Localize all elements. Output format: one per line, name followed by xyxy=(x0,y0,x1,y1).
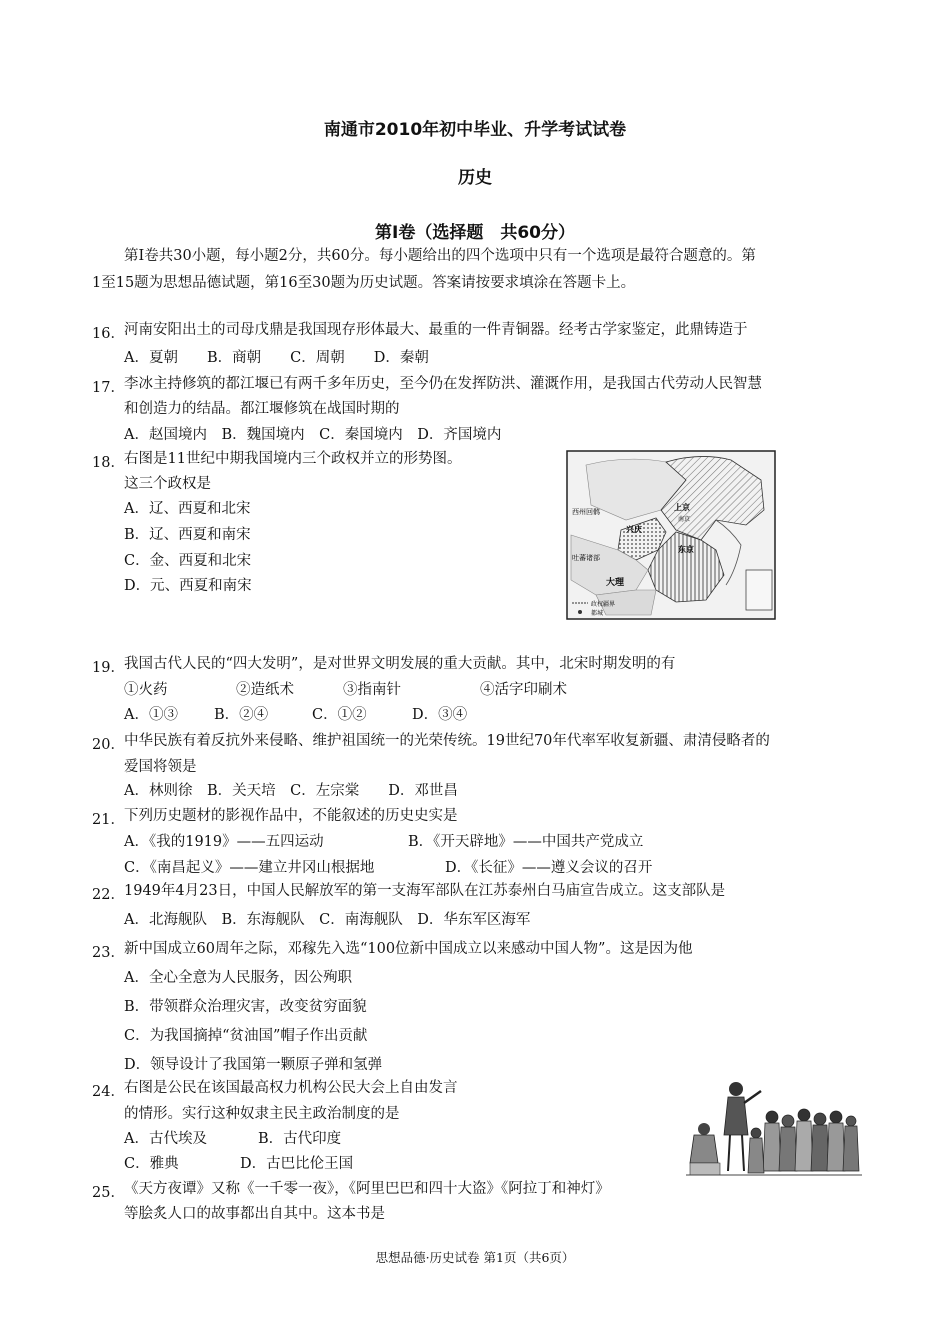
question-stem: 李冰主持修筑的都江堰已有两千多年历史，至今仍在发挥防洪、灌溉作用，是我国古代劳动人民智慧 xyxy=(124,376,762,392)
option-c: C．①② xyxy=(312,707,367,723)
map-label-shangjing: 上京 xyxy=(674,503,690,512)
subject-title: 历史 xyxy=(458,168,492,188)
option-b: B．带领群众治理灾害，改变贫穷面貌 xyxy=(124,999,367,1015)
section-title: 第Ⅰ卷（选择题 共60分） xyxy=(375,223,575,243)
option-a: A．全心全意为人民服务，因公殉职 xyxy=(124,970,352,986)
map-label-dali: 大理 xyxy=(606,578,625,588)
option-b: B．古代印度 xyxy=(258,1131,342,1147)
instructions-line2: 1至15题为思想品德试题，第16至30题为历史试题。答案请按要求填涂在答题卡上。 xyxy=(92,275,636,291)
option-a: A．①③ xyxy=(124,707,178,723)
question-stem: 右图是公民在该国最高权力机构公民大会上自由发言 xyxy=(124,1080,458,1096)
option-d: D．《长征》——遵义会议的召开 xyxy=(445,860,653,876)
instructions-line1: 第Ⅰ卷共30小题，每小题2分，共60分。每小题给出的四个选项中只有一个选项是最符合题意的。第 xyxy=(124,248,756,264)
question-stem: 这三个政权是 xyxy=(124,476,211,492)
option-c: C．雅典 xyxy=(124,1156,179,1172)
question-options: A．林则徐 B．关天培 C．左宗棠 D．邓世昌 xyxy=(124,783,458,799)
question-number: 20． xyxy=(92,737,125,753)
question-number: 17． xyxy=(92,380,125,396)
question-stem: 右图是11世纪中期我国境内三个政权并立的形势图。 xyxy=(124,451,462,467)
question-stem: 的情形。实行这种奴隶主民主政治制度的是 xyxy=(124,1106,400,1122)
question-number: 21． xyxy=(92,812,125,828)
option-d: D．古巴比伦王国 xyxy=(240,1156,354,1172)
question-stem: 我国古代人民的“四大发明”，是对世界文明发展的重大贡献。其中，北宋时期发明的有 xyxy=(124,656,676,672)
option-b: B．辽、西夏和南宋 xyxy=(124,527,251,543)
option-d: D．③④ xyxy=(412,707,468,723)
option-d: D．领导设计了我国第一颗原子弹和氢弹 xyxy=(124,1057,383,1073)
option-a: A．辽、西夏和北宋 xyxy=(124,501,251,517)
question-stem: 河南安阳出土的司母戊鼎是我国现存形体最大、最重的一件青铜器。经考古学家鉴定，此鼎铸造于 xyxy=(124,322,748,338)
item-4: ④活字印刷术 xyxy=(480,682,567,698)
question-stem: 1949年4月23日，中国人民解放军的第一支海军部队在江苏泰州白马庙宣告成立。这支部队是 xyxy=(124,883,726,899)
option-c: C．金、西夏和北宋 xyxy=(124,553,252,569)
question-number: 23． xyxy=(92,945,125,961)
option-b: B．《开天辟地》——中国共产党成立 xyxy=(408,834,644,850)
question-stem: 《天方夜谭》又称《一千零一夜》，《阿里巴巴和四十大盗》《阿拉丁和神灯》 xyxy=(124,1181,610,1197)
exam-title: 南通市2010年初中毕业、升学考试试卷 xyxy=(323,120,627,140)
page-footer: 思想品德·历史试卷 第1页（共6页） xyxy=(375,1250,575,1265)
question-number: 19． xyxy=(92,660,125,676)
map-label-dongjing: 东京 xyxy=(678,545,694,554)
question-stem: 和创造力的结晶。都江堰修筑在战国时期的 xyxy=(124,401,400,417)
map-label-xizhou: 西州回鹘 xyxy=(572,508,600,516)
question-number: 24． xyxy=(92,1084,125,1100)
question-stem: 等脍炙人口的故事都出自其中。这本书是 xyxy=(124,1206,385,1222)
legend-capital-icon xyxy=(578,610,582,614)
option-c: C．为我国摘掉“贫油国”帽子作出贡献 xyxy=(124,1028,368,1044)
question-stem: 中华民族有着反抗外来侵略、维护祖国统一的光荣传统。19世纪70年代率军收复新疆、肃清侵略者的 xyxy=(124,733,770,749)
athenian-assembly-illustration xyxy=(686,1075,862,1179)
question-stem: 下列历史题材的影视作品中，不能叙述的历史史实是 xyxy=(124,808,458,824)
item-3: ③指南针 xyxy=(343,682,401,698)
option-d: D．元、西夏和南宋 xyxy=(124,578,252,594)
item-1: ①火药 xyxy=(124,682,168,698)
option-a: A．《我的1919》——五四运动 xyxy=(124,834,324,850)
legend-capital-label: 都城 xyxy=(591,610,604,617)
question-number: 25． xyxy=(92,1185,125,1201)
question-options: A．夏朝 B．商朝 C．周朝 D．秦朝 xyxy=(124,350,429,366)
song-liao-xixia-map xyxy=(566,450,776,620)
map-label-nanjing: 南京 xyxy=(678,516,691,523)
option-c: C．《南昌起义》——建立井冈山根据地 xyxy=(124,860,375,876)
question-stem: 爱国将领是 xyxy=(124,759,197,775)
question-options: A．北海舰队 B．东海舰队 C．南海舰队 D．华东军区海军 xyxy=(124,912,531,928)
map-label-xingqing: 兴庆 xyxy=(626,525,642,534)
question-options: A．赵国境内 B．魏国境内 C．秦国境内 D．齐国境内 xyxy=(124,427,502,443)
item-2: ②造纸术 xyxy=(236,682,294,698)
question-number: 18． xyxy=(92,455,125,471)
question-stem: 新中国成立60周年之际，邓稼先入选“100位新中国成立以来感动中国人物”。这是因为他 xyxy=(124,941,693,957)
option-b: B．②④ xyxy=(214,707,269,723)
legend-border-label: 政权疆界 xyxy=(591,601,616,608)
question-number: 16． xyxy=(92,326,125,342)
map-label-tubo: 吐蕃诸部 xyxy=(572,554,600,562)
question-number: 22． xyxy=(92,887,125,903)
option-a: A．古代埃及 xyxy=(124,1131,207,1147)
